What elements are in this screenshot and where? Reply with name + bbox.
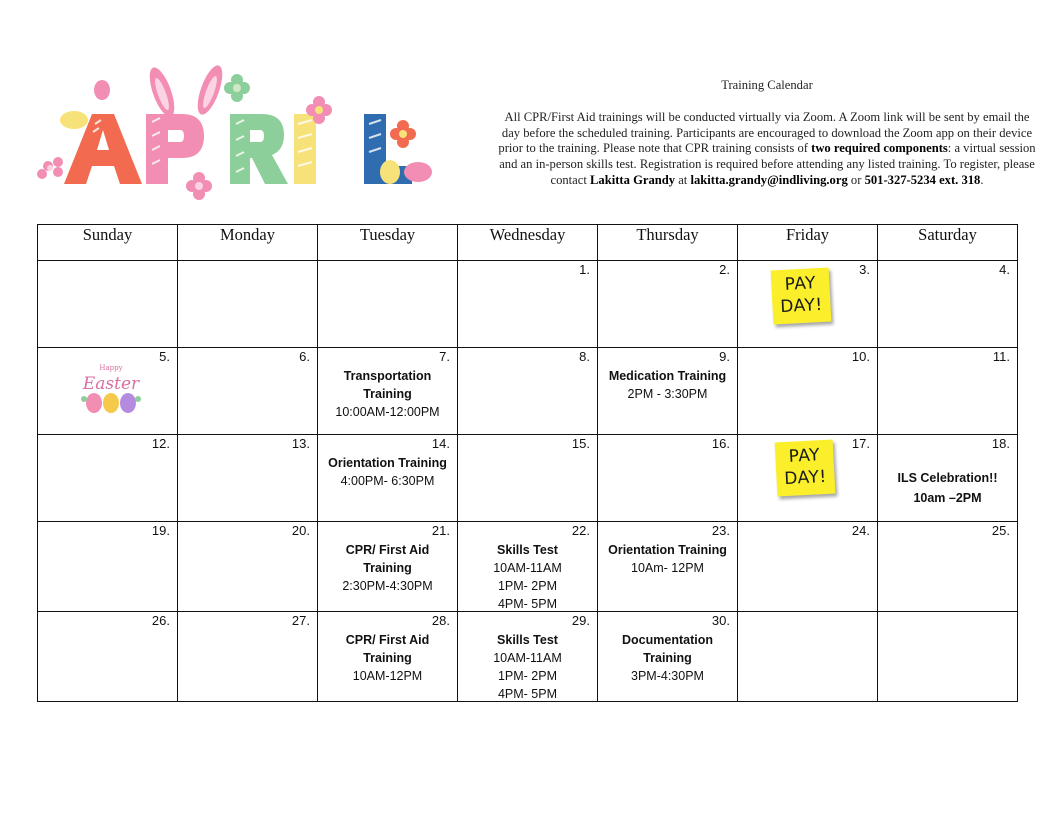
- day-number: 2.: [719, 262, 730, 277]
- calendar-day-cell[interactable]: [458, 261, 598, 348]
- calendar-day-cell[interactable]: [458, 435, 598, 522]
- easter-badge-line-1: Happy: [99, 364, 123, 372]
- day-number: 23.: [711, 523, 730, 538]
- calendar-day-cell[interactable]: [38, 435, 178, 522]
- header-text-4: or: [850, 172, 862, 187]
- calendar-day-cell[interactable]: [318, 348, 458, 435]
- event-title: Training: [643, 651, 692, 665]
- event[interactable]: [318, 631, 457, 685]
- calendar-day-cell[interactable]: [738, 522, 878, 612]
- event-time: 3PM-4:30PM: [631, 669, 704, 683]
- day-number: 30.: [711, 613, 730, 628]
- page-title: Training Calendar: [721, 78, 813, 92]
- calendar-day-cell[interactable]: [738, 348, 878, 435]
- event-time: 4:00PM- 6:30PM: [340, 474, 435, 488]
- calendar-body: [38, 261, 1018, 702]
- event-time: 10Am- 12PM: [631, 561, 704, 575]
- calendar-week-row: [38, 435, 1018, 522]
- event-title: Skills Test: [497, 633, 558, 647]
- event-title: Orientation Training: [328, 456, 447, 470]
- calendar-table: [37, 224, 1018, 702]
- event[interactable]: [458, 541, 597, 613]
- calendar-day-cell[interactable]: [878, 261, 1018, 348]
- event[interactable]: [318, 454, 457, 490]
- event[interactable]: [318, 367, 457, 421]
- event-time: 2PM - 3:30PM: [627, 387, 708, 401]
- payday-sticky-note: [775, 440, 836, 497]
- calendar-day-cell[interactable]: [38, 261, 178, 348]
- event[interactable]: [598, 631, 737, 685]
- day-number: 18.: [991, 436, 1010, 451]
- calendar-day-cell[interactable]: [738, 261, 878, 348]
- event-title: 10am –2PM: [913, 491, 982, 505]
- payday-sticky-note: [771, 268, 832, 325]
- weekday-header-row: [38, 225, 1018, 261]
- calendar-day-cell[interactable]: [178, 612, 318, 702]
- calendar-day-cell[interactable]: [178, 522, 318, 612]
- event-title: Skills Test: [497, 543, 558, 557]
- day-number: 12.: [151, 436, 170, 451]
- weekday-header: Tuesday: [318, 225, 458, 261]
- header-text-3: at: [678, 172, 688, 187]
- calendar-day-cell[interactable]: [598, 435, 738, 522]
- event-title: Transportation: [343, 369, 432, 383]
- header-bold-components: two required components: [811, 141, 948, 156]
- calendar-week-row: [38, 612, 1018, 702]
- event[interactable]: [878, 469, 1017, 507]
- day-number: 14.: [431, 436, 450, 451]
- day-number: 8.: [579, 349, 590, 364]
- day-number: 4.: [999, 262, 1010, 277]
- event[interactable]: [598, 367, 737, 403]
- day-number: 26.: [151, 613, 170, 628]
- event-title: Training: [363, 651, 412, 665]
- calendar-day-cell[interactable]: [318, 261, 458, 348]
- calendar-day-cell[interactable]: [178, 261, 318, 348]
- event-title: Training: [363, 561, 412, 575]
- event-time: 4PM- 5PM: [497, 597, 558, 611]
- day-number: 22.: [571, 523, 590, 538]
- day-number: 20.: [291, 523, 310, 538]
- header-paragraph: [498, 110, 1036, 189]
- event-title: Training: [363, 387, 412, 401]
- contact-name: Lakitta Grandy: [590, 172, 676, 187]
- calendar-day-cell[interactable]: [38, 612, 178, 702]
- event-title: CPR/ First Aid: [345, 633, 430, 647]
- header-text-5: .: [980, 172, 984, 187]
- calendar-week-row: [38, 348, 1018, 435]
- calendar-day-cell[interactable]: [38, 348, 178, 435]
- weekday-header: Sunday: [38, 225, 178, 261]
- calendar-day-cell[interactable]: [458, 348, 598, 435]
- event-title: ILS Celebration!!: [897, 471, 998, 485]
- day-number: 17.: [851, 436, 870, 451]
- weekday-header: Wednesday: [458, 225, 598, 261]
- calendar-day-cell[interactable]: [178, 435, 318, 522]
- event-time: 10AM-11AM: [493, 651, 562, 665]
- day-number: 3.: [859, 262, 870, 277]
- event[interactable]: [598, 541, 737, 577]
- calendar-week-row: [38, 261, 1018, 348]
- event-time: 2:30PM-4:30PM: [342, 579, 433, 593]
- day-number: 24.: [851, 523, 870, 538]
- day-number: 19.: [151, 523, 170, 538]
- weekday-header: Monday: [178, 225, 318, 261]
- day-number: 15.: [571, 436, 590, 451]
- weekday-header: Saturday: [878, 225, 1018, 261]
- day-number: 16.: [711, 436, 730, 451]
- day-number: 28.: [431, 613, 450, 628]
- calendar-day-cell[interactable]: [598, 522, 738, 612]
- april-logo: [34, 62, 454, 207]
- day-number: 29.: [571, 613, 590, 628]
- calendar-day-cell[interactable]: [458, 612, 598, 702]
- day-number: 27.: [291, 613, 310, 628]
- event-title: Orientation Training: [608, 543, 727, 557]
- calendar-day-cell[interactable]: [878, 435, 1018, 522]
- calendar-day-cell[interactable]: [318, 612, 458, 702]
- day-number: 11.: [992, 349, 1010, 364]
- day-number: 6.: [299, 349, 310, 364]
- payday-line-2: DAY!: [779, 294, 824, 318]
- april-logo-art: [34, 62, 454, 207]
- calendar-day-cell[interactable]: [178, 348, 318, 435]
- day-number: 10.: [851, 349, 870, 364]
- event-time: 1PM- 2PM: [497, 669, 558, 683]
- calendar-day-cell[interactable]: [318, 435, 458, 522]
- payday-line-1: PAY: [788, 445, 821, 467]
- calendar-day-cell[interactable]: [598, 261, 738, 348]
- calendar-day-cell[interactable]: [878, 348, 1018, 435]
- easter-badge-line-2: Easter: [82, 374, 140, 394]
- contact-email[interactable]: lakitta.grandy@indliving.org: [690, 172, 848, 187]
- calendar-day-cell[interactable]: [458, 522, 598, 612]
- day-number: 21.: [431, 523, 450, 538]
- event-title: CPR/ First Aid: [345, 543, 430, 557]
- calendar-day-cell[interactable]: [598, 348, 738, 435]
- header-text-2: : a virtual session and an in-person skills test. Registration is required before attending any listed training. To register, please contact: [499, 141, 1036, 187]
- calendar-day-cell[interactable]: [318, 522, 458, 612]
- event-time: 10:00AM-12:00PM: [335, 405, 440, 419]
- calendar-day-cell[interactable]: [38, 522, 178, 612]
- calendar-day-cell[interactable]: [598, 612, 738, 702]
- calendar-day-cell[interactable]: [878, 612, 1018, 702]
- event-title: Documentation: [622, 633, 713, 647]
- event-title: Medication Training: [608, 369, 727, 383]
- happy-easter-badge: [78, 359, 144, 415]
- weekday-header: Thursday: [598, 225, 738, 261]
- day-number: 1.: [579, 262, 590, 277]
- day-number: 13.: [291, 436, 310, 451]
- event-time: 4PM- 5PM: [497, 687, 558, 701]
- payday-line-2: DAY!: [783, 466, 828, 490]
- calendar-day-cell[interactable]: [878, 522, 1018, 612]
- day-number: 9.: [719, 349, 730, 364]
- calendar-day-cell[interactable]: [738, 612, 878, 702]
- day-number: 5.: [159, 349, 170, 364]
- day-number: 7.: [439, 349, 450, 364]
- header-info: [498, 78, 1036, 189]
- weekday-header: Friday: [738, 225, 878, 261]
- event-time: 10AM-11AM: [493, 561, 562, 575]
- event-time: 10AM-12PM: [352, 669, 423, 683]
- event[interactable]: [458, 631, 597, 703]
- payday-line-1: PAY: [784, 273, 817, 295]
- calendar-day-cell[interactable]: [738, 435, 878, 522]
- day-number: 25.: [991, 523, 1010, 538]
- contact-phone: 501-327-5234 ext. 318: [864, 172, 981, 187]
- calendar-week-row: [38, 522, 1018, 612]
- header-text-1: All CPR/First Aid trainings will be conducted virtually via Zoom. A Zoom link will be sent by email the day before the scheduled training. Participants are encouraged to download the Zoom app on their device prior to the training. Please note that CPR training consists of: [498, 109, 1033, 156]
- event-time: 1PM- 2PM: [497, 579, 558, 593]
- event[interactable]: [318, 541, 457, 595]
